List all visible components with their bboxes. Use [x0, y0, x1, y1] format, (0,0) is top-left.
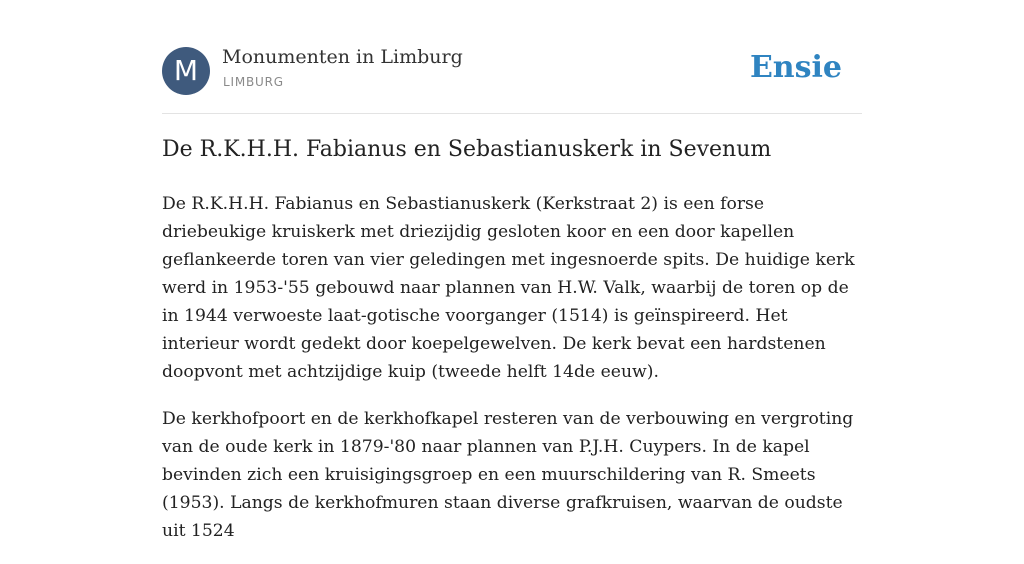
article-title: De R.K.H.H. Fabianus en Sebastianuskerk in Sevenum	[162, 137, 772, 162]
brand-logo[interactable]: Ensie	[749, 50, 842, 85]
header	[162, 46, 862, 96]
article-paragraph: De kerkhofpoort en de kerkhofkapel resteren van de verbouwing en vergroting van de oude kerk in 1879-'80 naar plannen van P.J.H. Cuypers. In de kapel bevinden zich een kruisigingsgroep en een muurschildering van R. Smeets (1953). Langs de kerkhofmuren staan diverse grafkruisen, waarvan de oudste uit 1524	[162, 409, 854, 541]
avatar[interactable]: M	[162, 47, 210, 95]
source-title[interactable]: Monumenten in Limburg	[222, 46, 463, 68]
header-divider	[162, 113, 862, 114]
source-subtitle[interactable]: LIMBURG	[223, 75, 284, 89]
article-paragraph: De R.K.H.H. Fabianus en Sebastianuskerk (Kerkstraat 2) is een forse driebeukige kruiskerk met driezijdig gesloten koor en een door kapellen geflankeerde toren van vier geledingen met ingesnoerde spits. De huidige kerk werd in 1953-'55 gebouwd naar plannen van H.W. Valk, waarbij de toren op de in 1944 verwoeste laat-gotische voorganger (1514) is geïnspireerd. Het interieur wordt gedekt door koepelgewelven. De kerk bevat een hardstenen doopvont met achtzijdige kuip (tweede helft 14de eeuw).	[162, 194, 855, 382]
article-body	[162, 190, 862, 564]
